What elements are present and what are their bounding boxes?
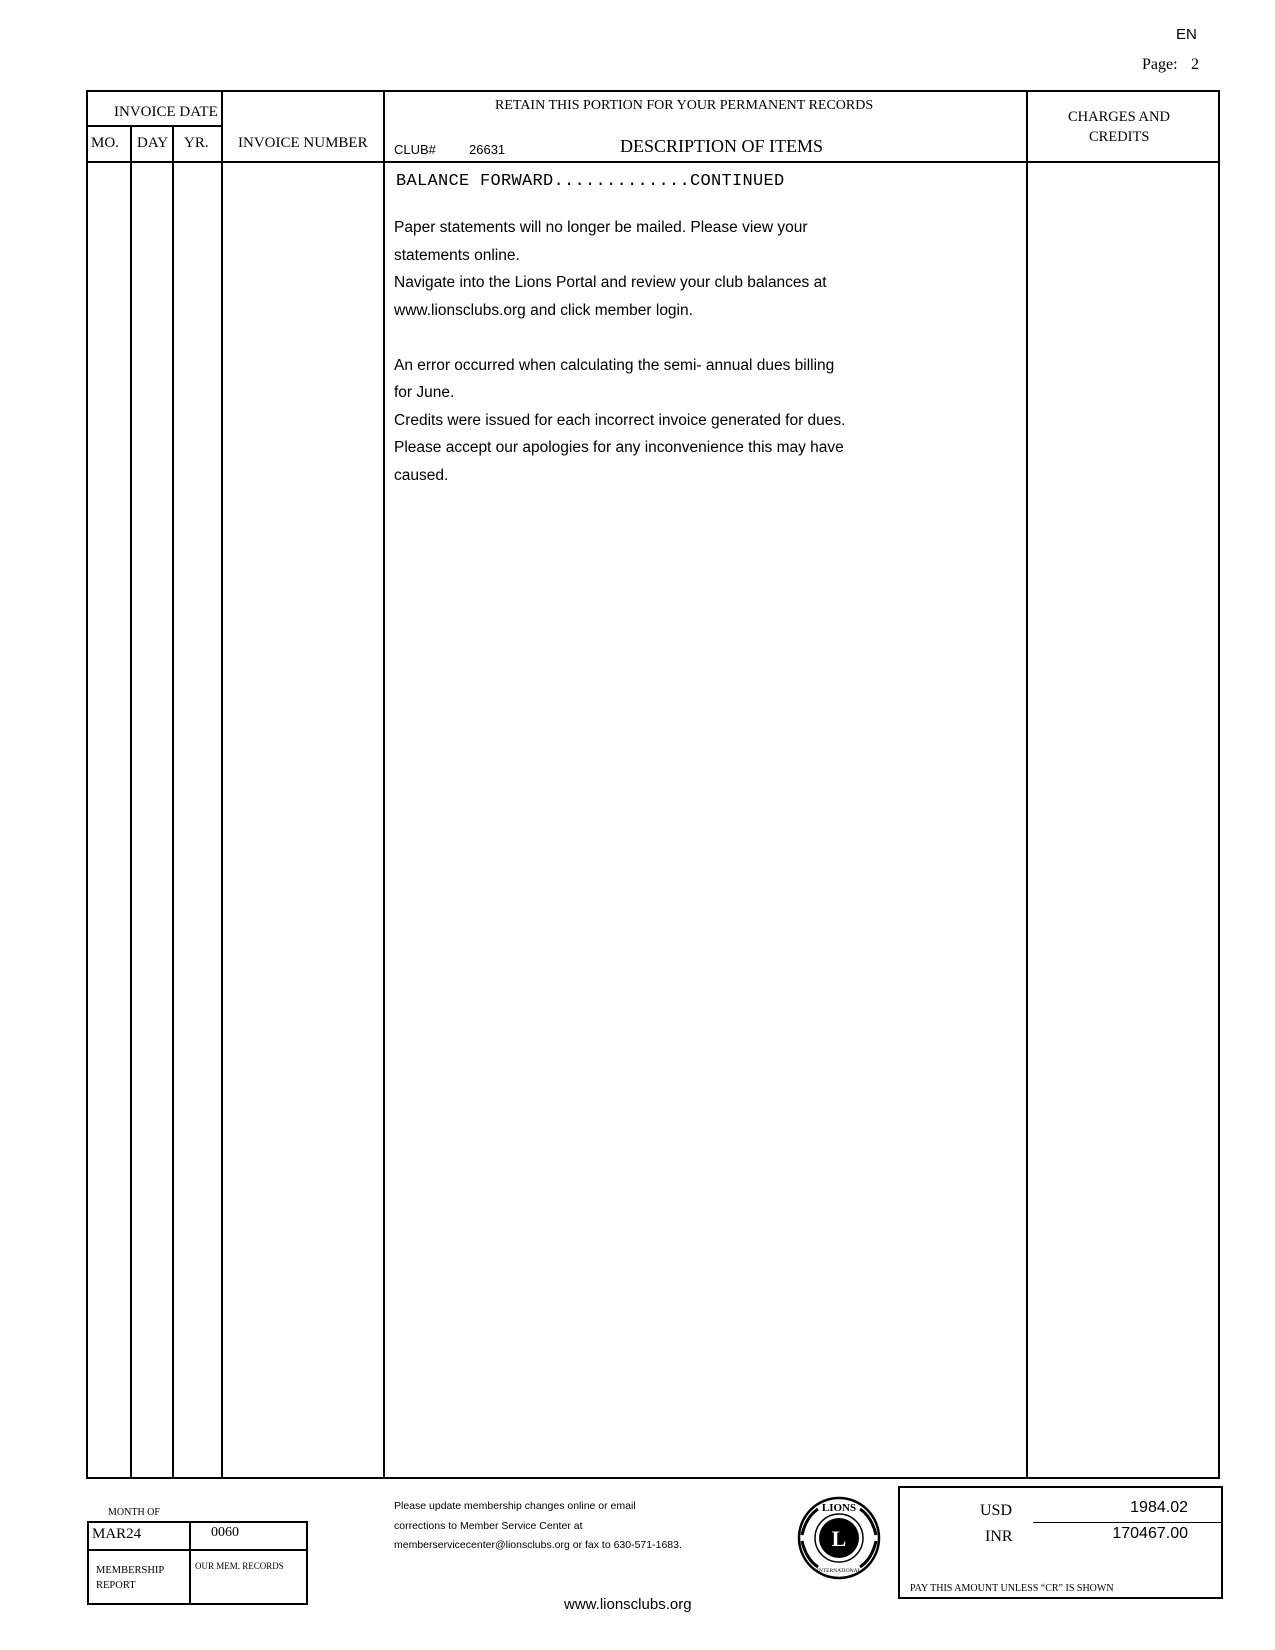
balance-forward-line: BALANCE FORWARD.............CONTINUED xyxy=(396,172,785,191)
yr-header: YR. xyxy=(184,135,209,151)
month-box-divider-horizontal xyxy=(87,1549,307,1551)
update-notice-line: memberservicecenter@lionsclubs.org or fax to 630-571-1683. xyxy=(394,1539,682,1551)
divider-yr-invoice xyxy=(221,90,223,1478)
notice-line: caused. xyxy=(394,466,449,484)
divider-day-yr xyxy=(172,126,174,1478)
membership-report-label-2: REPORT xyxy=(96,1580,136,1591)
update-notice xyxy=(394,1497,682,1556)
notice-line: statements online. xyxy=(394,246,520,264)
logo-top-text: LIONS xyxy=(821,1502,857,1514)
charges-header-line1: CHARGES AND xyxy=(1068,109,1170,125)
notice-line: Please accept our apologies for any inconvenience this may have xyxy=(394,439,844,456)
amount-usd: 1984.02 xyxy=(1130,1499,1188,1516)
mo-header: MO. xyxy=(91,135,119,151)
amount-inr: 170467.00 xyxy=(1112,1525,1188,1542)
invoice-date-header: INVOICE DATE xyxy=(114,104,218,120)
currency-usd: USD xyxy=(980,1502,1013,1519)
language-code: EN xyxy=(1176,26,1197,43)
month-of-label: MONTH OF xyxy=(108,1507,160,1518)
statement-notice xyxy=(394,214,994,489)
invoice-date-underline xyxy=(86,125,222,127)
divider-invoice-desc xyxy=(383,90,385,1478)
website-link[interactable]: www.lionsclubs.org xyxy=(564,1596,692,1613)
club-number: 26631 xyxy=(469,142,506,157)
description-header: DESCRIPTION OF ITEMS xyxy=(620,136,824,156)
invoice-number-header: INVOICE NUMBER xyxy=(238,135,368,151)
notice-line: for June. xyxy=(394,384,455,401)
logo-bottom-text: INTERNATIONAL xyxy=(817,1568,861,1574)
divider-desc-charges xyxy=(1026,90,1028,1478)
month-value: MAR24 xyxy=(92,1526,142,1542)
notice-line: Paper statements will no longer be mailed. Please view your xyxy=(394,219,808,236)
currency-inr: INR xyxy=(985,1528,1013,1545)
page-number: 2 xyxy=(1191,56,1199,73)
notice-line: An error occurred when calculating the semi- annual dues billing xyxy=(394,356,835,374)
amount-divider xyxy=(1033,1522,1222,1523)
day-header: DAY xyxy=(137,135,169,151)
update-notice-line: Please update membership changes online or email xyxy=(394,1500,636,1512)
page-label: Page: xyxy=(1142,56,1178,73)
club-label: CLUB# xyxy=(394,142,436,157)
lions-international-logo xyxy=(796,1495,882,1581)
retain-notice: RETAIN THIS PORTION FOR YOUR PERMANENT RECORDS xyxy=(495,98,874,113)
pay-amount-notice: PAY THIS AMOUNT UNLESS “CR” IS SHOWN xyxy=(910,1583,1114,1594)
month-box-divider-vertical xyxy=(189,1521,191,1605)
charges-header-line2: CREDITS xyxy=(1089,129,1150,145)
our-mem-records-label: OUR MEM. RECORDS xyxy=(195,1561,284,1571)
update-notice-line: corrections to Member Service Center at xyxy=(394,1519,583,1532)
logo-center-letter: L xyxy=(831,1526,847,1551)
header-bottom-rule xyxy=(86,161,1220,163)
notice-line: www.lionsclubs.org and click member login. xyxy=(394,301,693,319)
membership-report-label-1: MEMBERSHIP xyxy=(96,1565,165,1576)
notice-blank-line xyxy=(394,324,994,352)
divider-mo-day xyxy=(130,126,132,1478)
notice-line: Navigate into the Lions Portal and review your club balances at xyxy=(394,274,827,291)
notice-line: Credits were issued for each incorrect invoice generated for dues. xyxy=(394,411,846,429)
membership-count: 0060 xyxy=(211,1525,239,1540)
